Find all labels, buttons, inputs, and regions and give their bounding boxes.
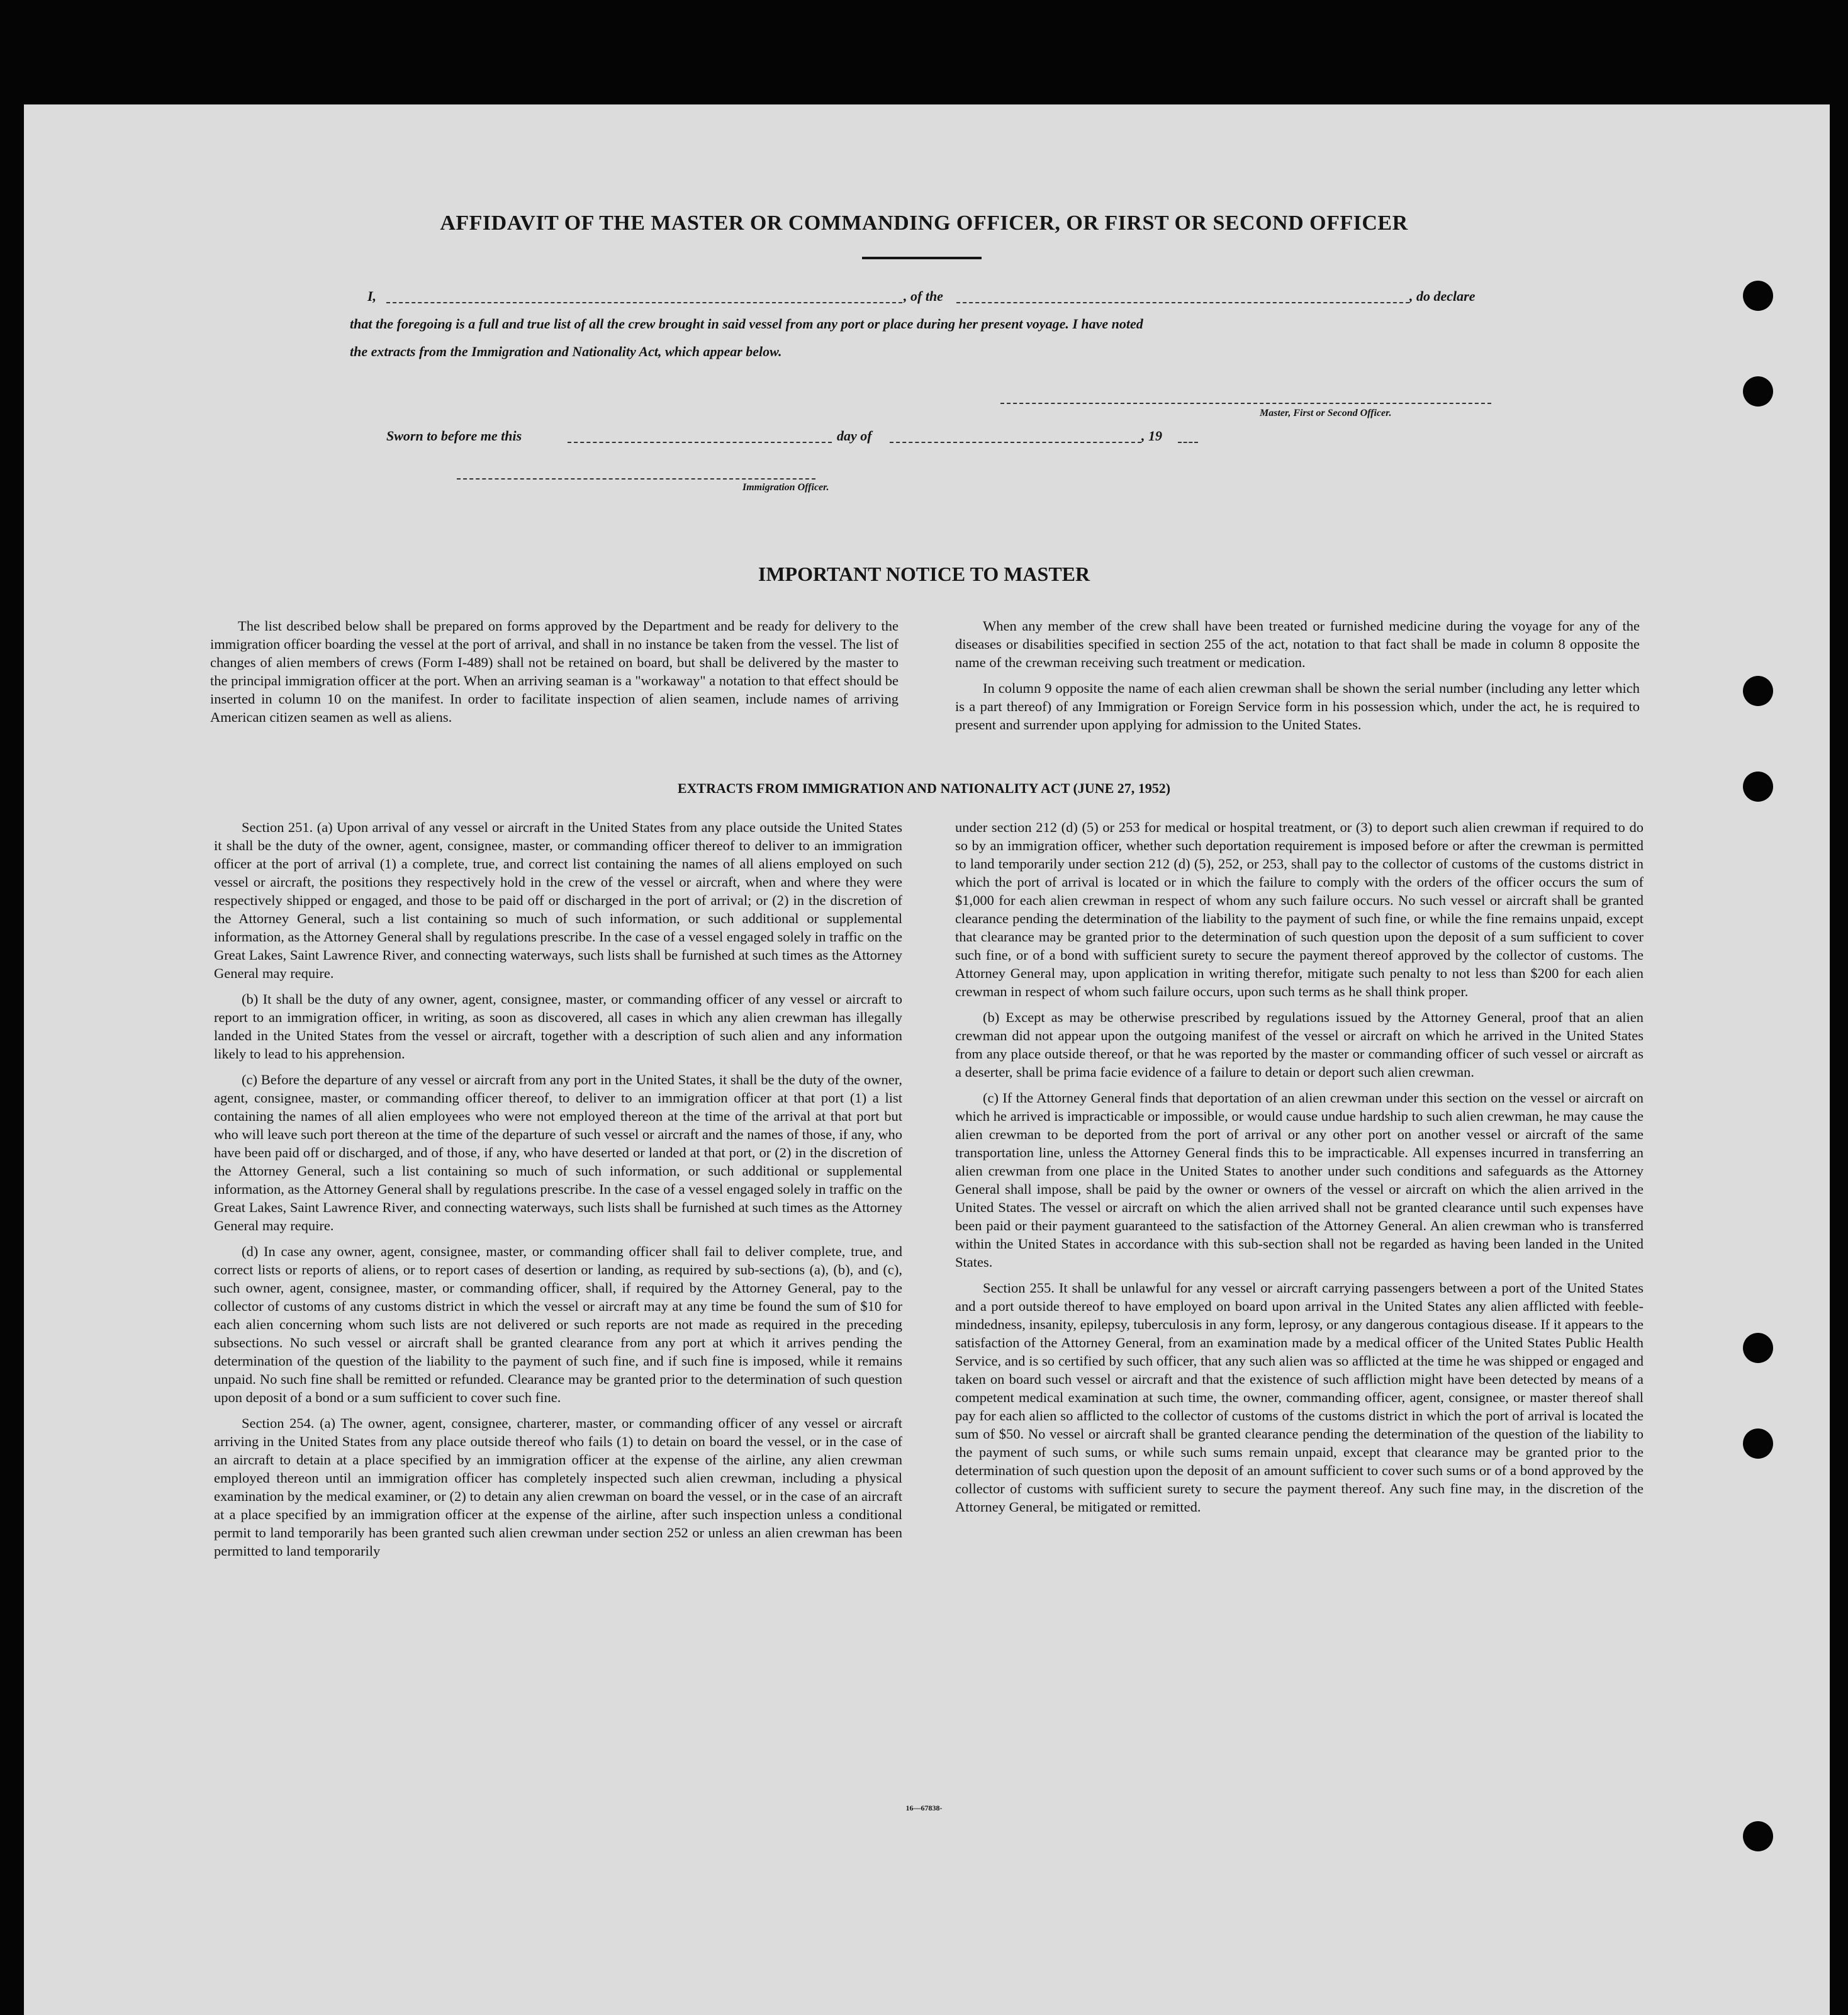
officer-signature-caption: Immigration Officer. <box>742 482 829 493</box>
year-label: , 19 <box>1141 428 1162 444</box>
form-printing-code: 16—67838- <box>905 1804 943 1812</box>
binder-hole <box>1743 1428 1773 1459</box>
notice-right-paragraph-2: In column 9 opposite the name of each alien crewman shall be shown the serial number (including any letter which is a part thereof) of any Immigration or Foreign Service form in his possession which, under the act, he is required to present and surrender upon applying for admission to the United States. <box>955 680 1640 732</box>
section-255: Section 255. It shall be unlawful for any vessel or aircraft carrying passengers between a port of the United States and a port outside thereof to have employed on board upon arrival in the United States any alien afflicted with feeble-mindedness, insanity, epilepsy, tuberculosis in any form, leprosy, or any dangerous contagious disease. If it appears to the satisfaction of the Attorney General, from an examination made by a medical officer of the United States Public Health Service, and is so certified by such officer, that any such alien was so afflicted at the time he was shipped or engaged and taken on board such vessel or aircraft and that the existence of such affliction might have been detected by means of a competent medical examination at such time, the owner, commanding officer, agent, consignee, or master thereof shall pay for each alien so afflicted to the collector of customs of the customs district in which the port of arrival is located the sum of $50. No vessel or aircraft shall be granted clearance pending the determination of the question of the liability to the payment of such sums, or while such sums remain unpaid, except that clearance may be granted prior to the determination of such question upon the deposit of an amount sufficient to cover such sums or of a bond approved by the collector of customs with sufficient surety to secure the payment thereof. Any such fine may, in the discretion of the Attorney General, be mitigated or remitted. <box>955 1280 1644 1515</box>
affidavit-of-the-label: , of the <box>904 288 943 304</box>
master-signature-line[interactable] <box>1000 403 1491 404</box>
notice-right-column <box>955 617 1640 741</box>
section-251-a: Section 251. (a) Upon arrival of any vessel or aircraft in the United States from any place outside the United States it shall be the duty of the owner, agent, consignee, master, or commanding officer thereof to deliver to an immigration officer at the port of arrival (1) a complete, true, and correct list containing the names of all aliens employed on such vessel or aircraft, the positions they respectively hold in the crew of the vessel or aircraft, when and where they were respectively shipped or engaged, and those to be paid off or discharged in the port of arrival; or (2) in the discretion of the Attorney General, such a list containing so much of such information, or such additional or supplemental information, as the Attorney General shall by regulations prescribe. In the case of a vessel engaged solely in traffic on the Great Lakes, Saint Lawrence River, and connecting waterways, such lists shall be furnished at such times as the Attorney General may require. <box>214 819 902 981</box>
affidavit-title: AFFIDAVIT OF THE MASTER OR COMMANDING OFFICER, OR FIRST OR SECOND OFFICER <box>440 211 1408 235</box>
section-254-c: (c) If the Attorney General finds that deportation of an alien crewman under this section on the vessel or aircraft on which he arrived is impracticable or impossible, or would cause undue hardship to such alien crewman, he may cause the alien crewman to be deported from the port of arrival or any other port on another vessel or aircraft of the same transportation line, unless the Attorney General finds this to be impracticable. All expenses incurred in transferring an alien crewman from one place in the United States to another under such conditions and safeguards as the Attorney General shall impose, shall be paid by the owner or owners of the vessel or aircraft on which the alien arrived in the United States. The vessel or aircraft on which the alien arrived shall not be granted clearance until such expenses have been paid or their payment guaranteed to the satisfaction of the Attorney General. An alien crewman who is transferred within the United States in accordance with this sub-section shall not be regarded as having been landed in the United States. <box>955 1090 1644 1270</box>
notice-left-column <box>210 617 899 734</box>
section-251-b: (b) It shall be the duty of any owner, agent, consignee, master, or commanding officer of any vessel or aircraft to report to an immigration officer, in writing, as soon as discovered, all cases in which any alien crewman has illegally landed in the United States from the vessel or aircraft, together with a description of such alien and any information likely to lead to his apprehension. <box>214 991 902 1062</box>
section-251-d: (d) In case any owner, agent, consignee, master, or commanding officer shall fail to deliver complete, true, and correct lists or reports of aliens, or to report cases of desertion or landing, as required by sub-sections (a), (b), and (c), such owner, agent, consignee, master, or commanding officer, shall, if required by the Attorney General, pay to the collector of customs of any customs district in which the vessel or aircraft may at any time be found the sum of $10 for each alien concerning whom such lists are not delivered or such reports are not made as required in the preceding subsections. No such vessel or aircraft shall be granted clearance from any port at which it arrives pending the determination of the question of the liability to the payment of such fine, and if such fine is imposed, while it remains unpaid. No such fine shall be remitted or refunded. Clearance may be granted prior to the determination of such question upon deposit of a bond or a sum sufficient to cover such fine. <box>214 1243 902 1405</box>
section-254-b: (b) Except as may be otherwise prescribed by regulations issued by the Attorney General, proof that an alien crewman did not appear upon the outgoing manifest of the vessel or aircraft on which he arrived in the United States from any place outside thereof, or that he was reported by the master or commanding officer of such vessel or aircraft as a deserter, shall be prima facie evidence of a failure to detain or deport such alien crewman. <box>955 1009 1644 1080</box>
vessel-field-line[interactable] <box>956 302 1409 303</box>
binder-hole <box>1743 1333 1773 1363</box>
section-254-a-continued: under section 212 (d) (5) or 253 for medical or hospital treatment, or (3) to deport such alien crewman if required to do so by an immigration officer, whether such deportation requirement is imposed before or after the crewman is permitted to land temporarily under section 212 (d) (5), 252, or 253, shall pay to the collector of customs of the customs district in which the port of arrival is located or in which the failure to comply with the orders of the officer occurs the sum of $1,000 for each alien crewman in respect of whom any such failure occurs. No such vessel or aircraft shall be granted clearance pending the determination of the liability to the payment of such fine, or while the fine remains unpaid, except that clearance may be granted prior to the determination of such question upon the deposit of a sum sufficient to cover such fine, or of a bond with sufficient surety to secure the payment thereof approved by the collector of customs. The Attorney General may, upon application in writing therefor, mitigate such penalty to not less than $200 for each alien crewman in respect of whom such failure occurs, upon such terms as he shall think proper. <box>955 819 1644 999</box>
extracts-left-column <box>214 818 902 1568</box>
name-field-line[interactable] <box>386 302 902 303</box>
sworn-month-field-line[interactable] <box>890 442 1141 443</box>
officer-signature-line[interactable] <box>457 478 815 480</box>
title-divider <box>862 257 982 259</box>
extracts-title: EXTRACTS FROM IMMIGRATION AND NATIONALITY ACT (JUNE 27, 1952) <box>677 780 1171 796</box>
notice-left-paragraph: The list described below shall be prepared on forms approved by the Department and be ready for delivery to the immigration officer boarding the vessel at the port of arrival, and shall in no instance be taken from the vessel. The list of changes of alien members of crews (Form I-489) shall not be retained on board, but shall be delivered by the master to the principal immigration officer at the port. When an arriving seaman is a "workaway" a notation to that effect should be inserted in column 10 on the manifest. In order to facilitate inspection of alien seamen, include names of arriving American citizen seamen as well as aliens. <box>210 618 899 725</box>
affidavit-i-label: I, <box>367 288 377 304</box>
affidavit-statement-line: that the foregoing is a full and true list of all the crew brought in said vessel from any port or place during her present voyage. I have noted <box>350 316 1143 332</box>
affidavit-extracts-line: the extracts from the Immigration and Nationality Act, which appear below. <box>350 344 782 359</box>
sworn-day-field-line[interactable] <box>568 442 832 443</box>
affidavit-do-declare-label: , do declare <box>1409 288 1476 304</box>
sworn-year-field-line[interactable] <box>1178 442 1198 443</box>
sworn-label: Sworn to before me this <box>386 428 522 444</box>
extracts-right-column <box>955 818 1644 1524</box>
binder-hole <box>1743 376 1773 407</box>
binder-hole <box>1743 1821 1773 1851</box>
master-signature-caption: Master, First or Second Officer. <box>1260 408 1392 418</box>
notice-right-paragraph-1: When any member of the crew shall have been treated or furnished medicine during the voyage for any of the diseases or disabilities specified in section 255 of the act, notation to that fact shall be made in column 8 opposite the name of the crewman receiving such treatment or medication. <box>955 618 1640 670</box>
section-251-c: (c) Before the departure of any vessel or aircraft from any port in the United States, it shall be the duty of the owner, agent, consignee, master, or commanding officer thereof, to deliver to an immigration officer at that port (1) a list containing the names of all alien employees who were not employed thereon at the time of the arrival at that port but who will leave such port thereon at the time of the departure of such vessel or aircraft and the names of those, if any, who have been paid off or discharged, and of those, if any, who have deserted or landed at that port, or (2) in the discretion of the Attorney General, such a list containing so much of such information, or such additional or supplemental information, as the Attorney General shall by regulations prescribe. In the case of a vessel engaged solely in traffic on the Great Lakes, Saint Lawrence River, and connecting waterways, such lists shall be furnished at such times as the Attorney General may require. <box>214 1072 902 1233</box>
day-of-label: day of <box>837 428 872 444</box>
binder-hole <box>1743 676 1773 706</box>
binder-hole <box>1743 281 1773 311</box>
section-254-a: Section 254. (a) The owner, agent, consignee, charterer, master, or commanding officer of any vessel or aircraft arriving in the United States from any place outside thereof who fails (1) to detain on board the vessel, or in the case of an aircraft to detain at a place specified by an immigration officer at the expense of the airline, any alien crewman employed thereon until an immigration officer has completely inspected such alien crewman, including a physical examination by the medical examiner, or (2) to detain any alien crewman on board the vessel, or in the case of an aircraft at a place specified by an immigration officer at the expense of the airline, after such inspection unless a conditional permit to land temporarily has been granted such alien crewman under section 252 or unless an alien crewman has been permitted to land temporarily <box>214 1415 902 1559</box>
notice-title: IMPORTANT NOTICE TO MASTER <box>758 563 1090 585</box>
